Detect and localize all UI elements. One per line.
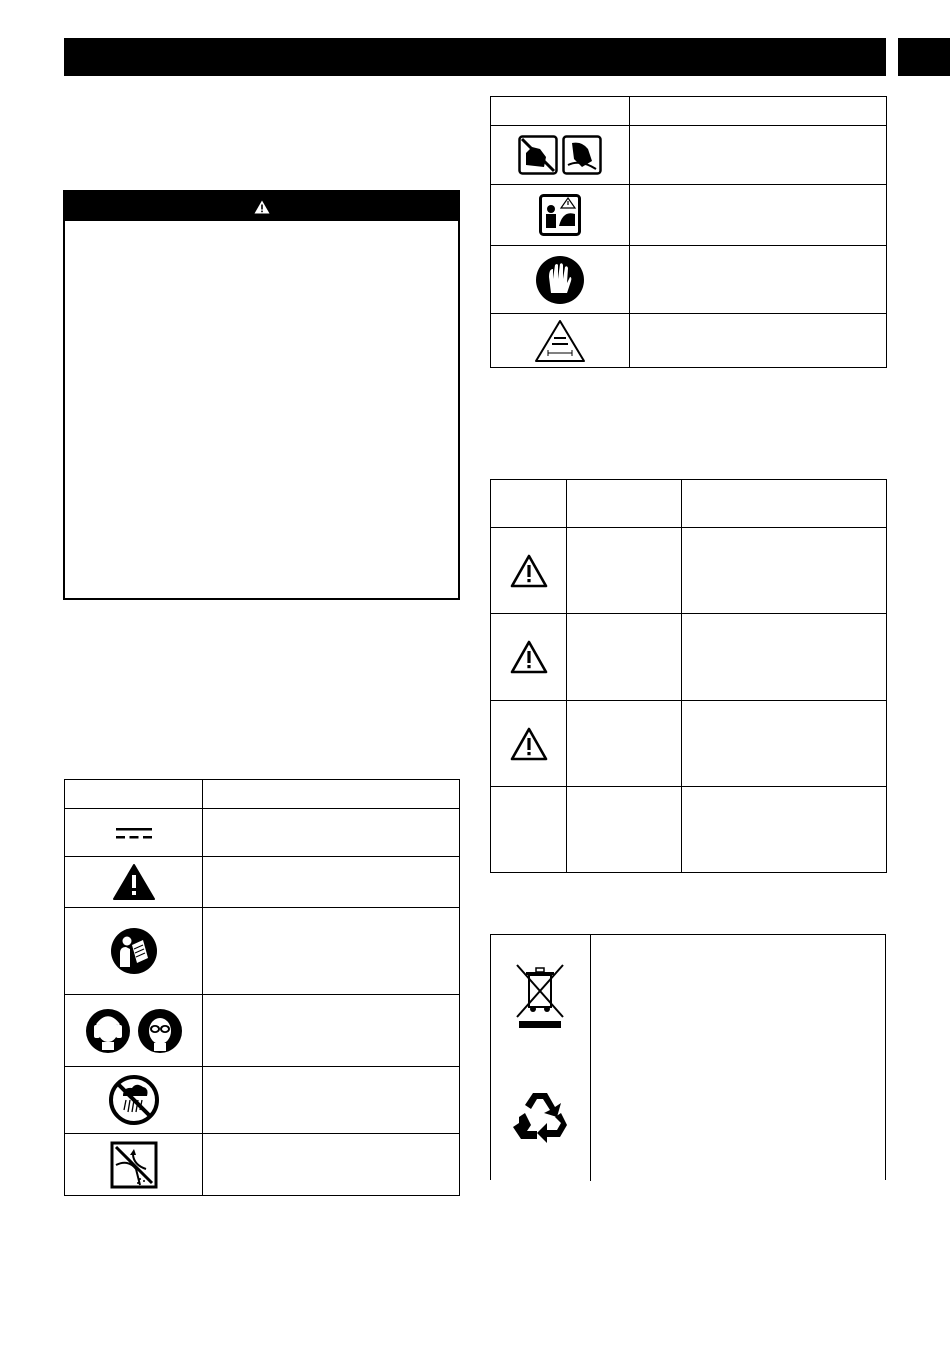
no-rain-icon [108,1074,160,1126]
eye-protection-icon [137,1008,183,1054]
symbols-table-left [64,779,460,1196]
header-bar [64,38,886,76]
table-row [491,614,887,701]
keep-hands-away-icon [518,135,558,175]
signal-words-table [490,479,887,873]
warning-header [65,192,458,221]
warning-triangle-icon [254,200,270,214]
table-row [65,857,460,908]
recycling-divider [590,935,591,1181]
table-header-row [65,780,460,809]
table-row [491,246,887,314]
table-row [65,995,460,1067]
table-header-row [491,480,887,528]
table-row [491,787,887,873]
warning-triangle-icon [510,554,548,588]
warning-triangle-icon [510,727,548,761]
table-row [491,314,887,368]
table-row [491,528,887,614]
table-row [65,1134,460,1196]
recycling-table [490,934,886,1180]
warning-box [63,190,460,600]
hands-position-icon [562,135,602,175]
read-manual-icon [110,927,158,975]
language-tab [898,38,950,76]
thrown-objects-icon [539,194,581,236]
safety-alert-icon [112,863,156,901]
table-row [491,185,887,246]
wear-gloves-icon [535,255,585,305]
warning-triangle-icon [510,640,548,674]
table-row [65,908,460,995]
bystander-distance-icon [534,319,586,363]
no-cutting-icon [110,1141,158,1189]
ear-protection-icon [85,1008,131,1054]
table-row [491,126,887,185]
crossed-bin-icon [513,963,567,1029]
table-row [65,1067,460,1134]
symbols-table-right [490,96,887,368]
recycle-icon [511,1087,569,1145]
table-header-row [491,97,887,126]
table-row [65,809,460,857]
table-row [491,701,887,787]
direct-current-icon [114,826,154,840]
